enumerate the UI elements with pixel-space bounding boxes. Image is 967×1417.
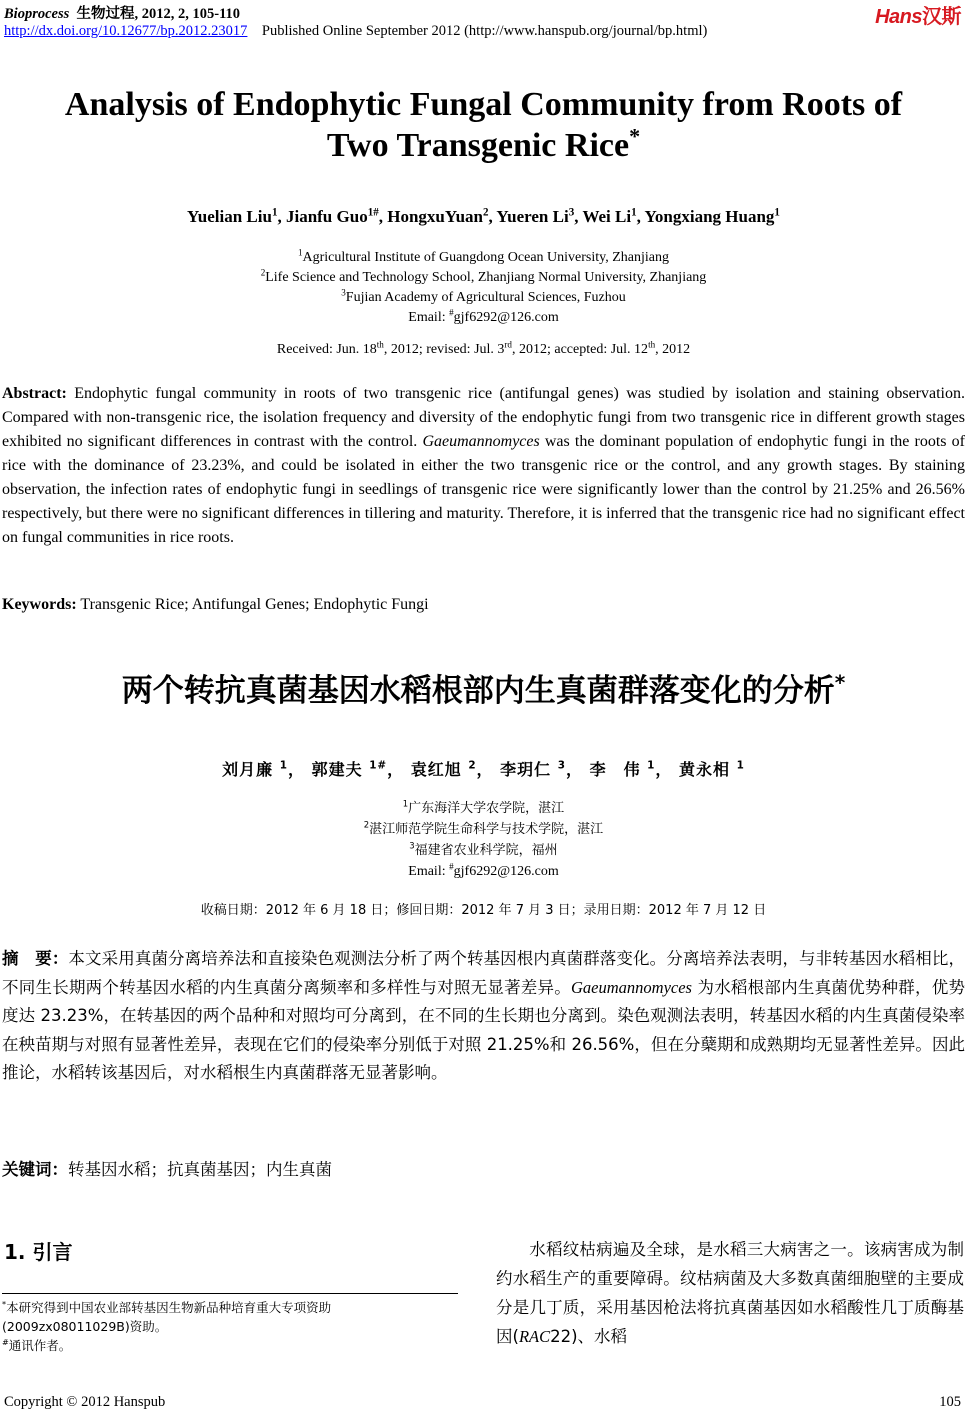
abstract: Abstract: Endophytic fungal community in roots of two transgenic rice (antifungal genes) was studied by isolation and staining observation. Compared with non-transgenic rice, the isolation frequency and diversity of the endophytic fungi from two transgenic rice in different growth stages exhibited no significant differences in contrast with the control. Gaeumannomyces was the dominant population of endophytic fungi in the roots of rice with the dominance of 23.23%, and could be isolated in either the two transgenic rice or the control, and any growth stages. By staining observation, the infection rates of endophytic fungi in seedlings of transgenic rice were significantly lower than the control by 21.25% and 26.56% respectively, but there were no significant differences in tillering and maturity. Therefore, it is inferred that the transgenic rice had no significant effect on fungal communities in rice roots. xyxy=(2,385,965,546)
affiliation: $^2$湛江师范学院生命科学与技术学院，湛江 xyxy=(363,819,604,837)
affiliations xyxy=(0,248,967,328)
chinese-affiliations xyxy=(0,798,967,882)
affiliation: $^3$福建省农业科学院，福州 xyxy=(409,840,558,858)
footnote: #通讯作者。 xyxy=(2,1336,72,1353)
footnote: *本研究得到中国农业部转基因生物新品种培育重大专项资助(2009zx08011029B)资助。 xyxy=(2,1298,332,1334)
affiliation: $^1$广东海洋大学农学院，湛江 xyxy=(402,798,565,816)
hans-logo: Hans汉斯 xyxy=(875,6,961,28)
journal-name: Bioprocess xyxy=(4,6,70,22)
publication-line xyxy=(4,23,707,40)
chinese-dates: 收稿日期：2012 年 6 月 18 日；修回日期：2012 年 7 月 3 日；录用日期：2012 年 7 月 12 日 xyxy=(200,903,767,918)
affiliation: $^3$Fujian Academy of Agricultural Sciences, Fuzhou xyxy=(341,287,626,305)
chinese-keywords: 关键词：转基因水稻；抗真菌基因；内生真菌 xyxy=(2,1160,332,1179)
paper-title: Analysis of Endophytic Fungal Community from Roots of Two Transgenic Rice* xyxy=(64,86,903,164)
doi-link[interactable]: http://dx.doi.org/10.12677/bp.2012.23017 xyxy=(4,23,248,39)
chinese-title: 两个转抗真菌基因水稻根部内生真菌群落变化的分析* xyxy=(121,670,846,709)
email: Email: #gjf6292@126.com xyxy=(408,307,559,325)
abstract-label: Abstract: xyxy=(2,385,67,402)
copyright: Copyright © 2012 Hanspub xyxy=(4,1394,166,1410)
chinese-author-list: 刘月廉 $^1$， 郭建夫 $^{1\#}$， 袁红旭 $^2$， 李玥仁 $^3$， 李 伟 $^1$， 黄永相 $^1$ xyxy=(222,759,745,779)
received-dates: Received: Jun. 18th, 2012; revised: Jul. 3rd, 2012; accepted: Jul. 12th, 2012 xyxy=(276,339,691,357)
affiliation: $^2$Life Science and Technology School, Zhanjiang Normal University, Zhanjiang xyxy=(260,267,707,285)
email: Email: #gjf6292@126.com xyxy=(408,861,559,879)
footnote-rule xyxy=(2,1293,458,1294)
keywords: Keywords: Transgenic Rice; Antifungal Genes; Endophytic Fungi xyxy=(2,596,429,613)
intro-paragraph: 水稻纹枯病遍及全球，是水稻三大病害之一。该病害成为制约水稻生产的重要障碍。纹枯病菌及大多数真菌细胞壁的主要成分是几丁质，采用基因枪法将抗真菌基因如水稻酸性几丁质酶基因(RAC22)、水稻 xyxy=(496,1240,964,1346)
page-number: 105 xyxy=(939,1394,961,1410)
journal-citation xyxy=(4,2,240,23)
citation: , 2012, 2, 105-110 xyxy=(134,6,241,22)
section-heading: 1. 引言 xyxy=(4,1240,73,1264)
journal-name-cn: 生物过程 xyxy=(76,6,135,22)
author-list: Yuelian Liu$^1$, Jianfu Guo$^{1\#}$, HongxuYuan$^2$, Yueren Li$^3$, Wei Li$^1$, Yongxiang Huang$^1$ xyxy=(187,206,780,226)
footnotes xyxy=(2,1298,458,1355)
chinese-abstract: 摘 要：本文采用真菌分离培养法和直接染色观测法分析了两个转基因根内真菌群落变化。分离培养法表明，与非转基因水稻相比，不同生长期两个转基因水稻的内生真菌分离频率和多样性与对照无显著差异。Gaeumannomyces 为水稻根部内生真菌优势种群，优势度达 23.23%，在转基因的两个品种和对照均可分离到，在不同的生长期也分离到。染色观测法表明，转基因水稻的内生真菌侵染率在秧苗期与对照有显著性差异，表现在它们的侵染率分别低于对照 21.25%和 26.56%，但在分蘖期和成熟期均无显著性差异。因此推论，水稻转该基因后，对水稻根生内真菌群落无显著影响。 xyxy=(2,949,966,1082)
published-online: Published Online September 2012 (http://www.hanspub.org/journal/bp.html) xyxy=(261,23,708,39)
affiliation: $^1$Agricultural Institute of Guangdong Ocean University, Zhanjiang xyxy=(297,247,670,265)
